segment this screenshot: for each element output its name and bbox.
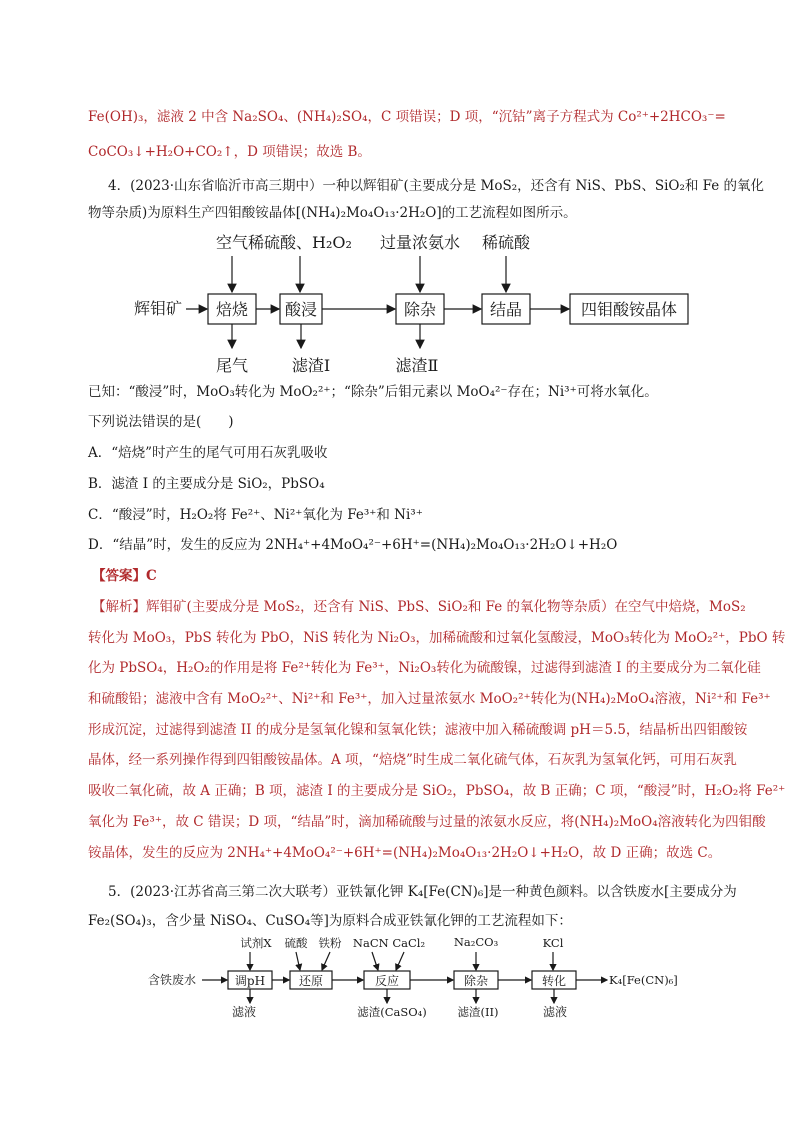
option-d: D．“结晶”时，发生的反应为 2NH₄⁺+4MoO₄²⁻+6H⁺=(NH₄)₂Mo₄O₁₃·2H₂O↓+H₂O [88,537,618,553]
svg-text:反应: 反应 [374,974,400,988]
flow2-product: K₄[Fe(CN)₆] [609,973,678,987]
svg-text:酸浸: 酸浸 [284,300,318,319]
flow2-input-reagent-x: 试剂X [240,936,272,950]
svg-text:除杂: 除杂 [403,300,437,319]
analysis-line-8: 氧化为 Fe³⁺，故 C 错误；D 项，“结晶”时，滴加稀硫酸与过量的浓氨水反应，将(NH₄)₂MoO₄溶液转化为四钼酸 [88,814,766,830]
analysis-line-6: 晶体，经一系列操作得到四钼酸铵晶体。A 项，“焙烧”时生成二氧化硫气体，石灰乳为氢氧化钙，可用石灰乳 [88,752,737,768]
question-prompt: 下列说法错误的是( ) [88,414,234,430]
analysis-line-4: 和硫酸铅；滤液中含有 MoO₂²⁺、Ni²⁺和 Fe³⁺，加入过量浓氨水 MoO₂²⁺转化为(NH₄)₂MoO₄溶液，Ni²⁺和 Fe³⁺ [88,691,771,707]
flow2-input-iron: 铁粉 [318,936,342,950]
flow2-output-filtrate-2: 滤液 [542,1005,568,1019]
svg-text:结晶: 结晶 [489,300,523,319]
svg-text:焙烧: 焙烧 [215,300,249,319]
svg-text:除杂: 除杂 [463,974,489,988]
question-5-stem: 5．(2023·江苏省高三第二次大联考）亚铁氰化钾 K₄[Fe(CN)₆]是一种黄色颜料。以含铁废水[主要成分为 [108,884,737,900]
known-info: 已知：“酸浸”时，MoO₃转化为 MoO₂²⁺；“除杂”后钼元素以 MoO₄²⁻存在；Ni³⁺可将水氧化。 [88,384,658,400]
flow2-input-nacn-cacl2: NaCN CaCl₂ [352,936,426,950]
analysis-line-2: 转化为 MoO₃，PbS 转化为 PbO，NiS 转化为 Ni₂O₃，加稀硫酸和过氧化氢酸浸，MoO₃转化为 MoO₂²⁺，PbO 转 [88,630,786,646]
answer-label: 【答案】C [92,568,157,584]
analysis-line-5: 形成沉淀，过滤得到滤渣 II 的成分是氢氧化镍和氢氧化铁；滤液中加入稀硫酸调 pH＝5.5，结晶析出四钼酸铵 [88,722,748,738]
analysis-line-1: 【解析】辉钼矿(主要成分是 MoS₂，还含有 NiS、PbS、SiO₂和 Fe 的氧化物等杂质）在空气中焙烧，MoS₂ [92,599,746,615]
flow1-output-tailgas: 尾气 [215,356,249,375]
flow1-output-residue-2: 滤渣Ⅱ [395,356,439,375]
analysis-line-9: 铵晶体，发生的反应为 2NH₄⁺+4MoO₄²⁻+6H⁺=(NH₄)₂Mo₄O₁₃·2H₂O↓+H₂O，故 D 正确；故选 C。 [88,845,722,861]
flow2-output-residue-2: 滤渣(II) [457,1005,499,1019]
analysis-line-7: 吸收二氧化硫，故 A 正确；B 项，滤渣 I 的主要成分是 SiO₂，PbSO₄，故 B 正确；C 项，“酸浸”时，H₂O₂将 Fe²⁺ [88,783,786,799]
question-4-stem-cont: 物等杂质)为原料生产四钼酸铵晶体[(NH₄)₂Mo₄O₁₃·2H₂O]的工艺流程如图所示。 [88,205,577,221]
option-c: C．“酸浸”时，H₂O₂将 Fe²⁺、Ni²⁺氧化为 Fe³⁺和 Ni³⁺ [88,507,423,523]
question-5-stem-cont: Fe₂(SO₄)₃，含少量 NiSO₄、CuSO₄等]为原料合成亚铁氰化钾的工艺流程如下： [88,913,572,929]
option-b: B．滤渣 I 的主要成分是 SiO₂，PbSO₄ [88,476,325,492]
flow2-raw-material: 含铁废水 [148,973,197,987]
flow2-output-caso4: 滤渣(CaSO₄) [357,1005,427,1019]
svg-text:调pH: 调pH [234,974,266,988]
option-a: A．“焙烧”时产生的尾气可用石灰乳吸收 [88,445,328,461]
flow1-input-acid-h2o2: 稀硫酸、H₂O₂ [248,233,352,252]
svg-text:转化: 转化 [541,974,567,988]
flow1-input-ammonia: 过量浓氨水 [379,233,461,252]
svg-text:还原: 还原 [298,974,324,988]
flow1-input-air: 空气 [215,233,249,252]
flow2-input-na2co3: Na₂CO₃ [453,935,499,949]
flow2-output-filtrate-1: 滤液 [231,1005,257,1019]
flow1-raw-material: 辉钼矿 [134,299,183,318]
flow1-output-residue-1: 滤渣Ⅰ [291,356,331,375]
flow2-input-kcl: KCl [542,936,564,950]
flow2-input-sulfuric: 硫酸 [284,936,308,950]
analysis-line-3: 化为 PbSO₄，H₂O₂的作用是将 Fe²⁺转化为 Fe³⁺，Ni₂O₃转化为硫酸镍，过滤得到滤渣 I 的主要成分为二氧化硅 [88,660,761,676]
text-line-1: Fe(OH)₃，滤液 2 中含 Na₂SO₄、(NH₄)₂SO₄，C 项错误；D 项，“沉钴”离子方程式为 Co²⁺+2HCO₃⁻= [88,109,726,125]
flow-diagram-2 [148,935,678,1019]
svg-text:四钼酸铵晶体: 四钼酸铵晶体 [580,300,678,319]
flow1-input-acid: 稀硫酸 [481,233,531,252]
text-line-2: CoCO₃↓+H₂O+CO₂↑，D 项错误；故选 B。 [88,144,371,160]
question-4-stem: 4．(2023·山东省临沂市高三期中）一种以辉钼矿(主要成分是 MoS₂，还含有 NiS、PbS、SiO₂和 Fe 的氧化 [108,178,765,194]
